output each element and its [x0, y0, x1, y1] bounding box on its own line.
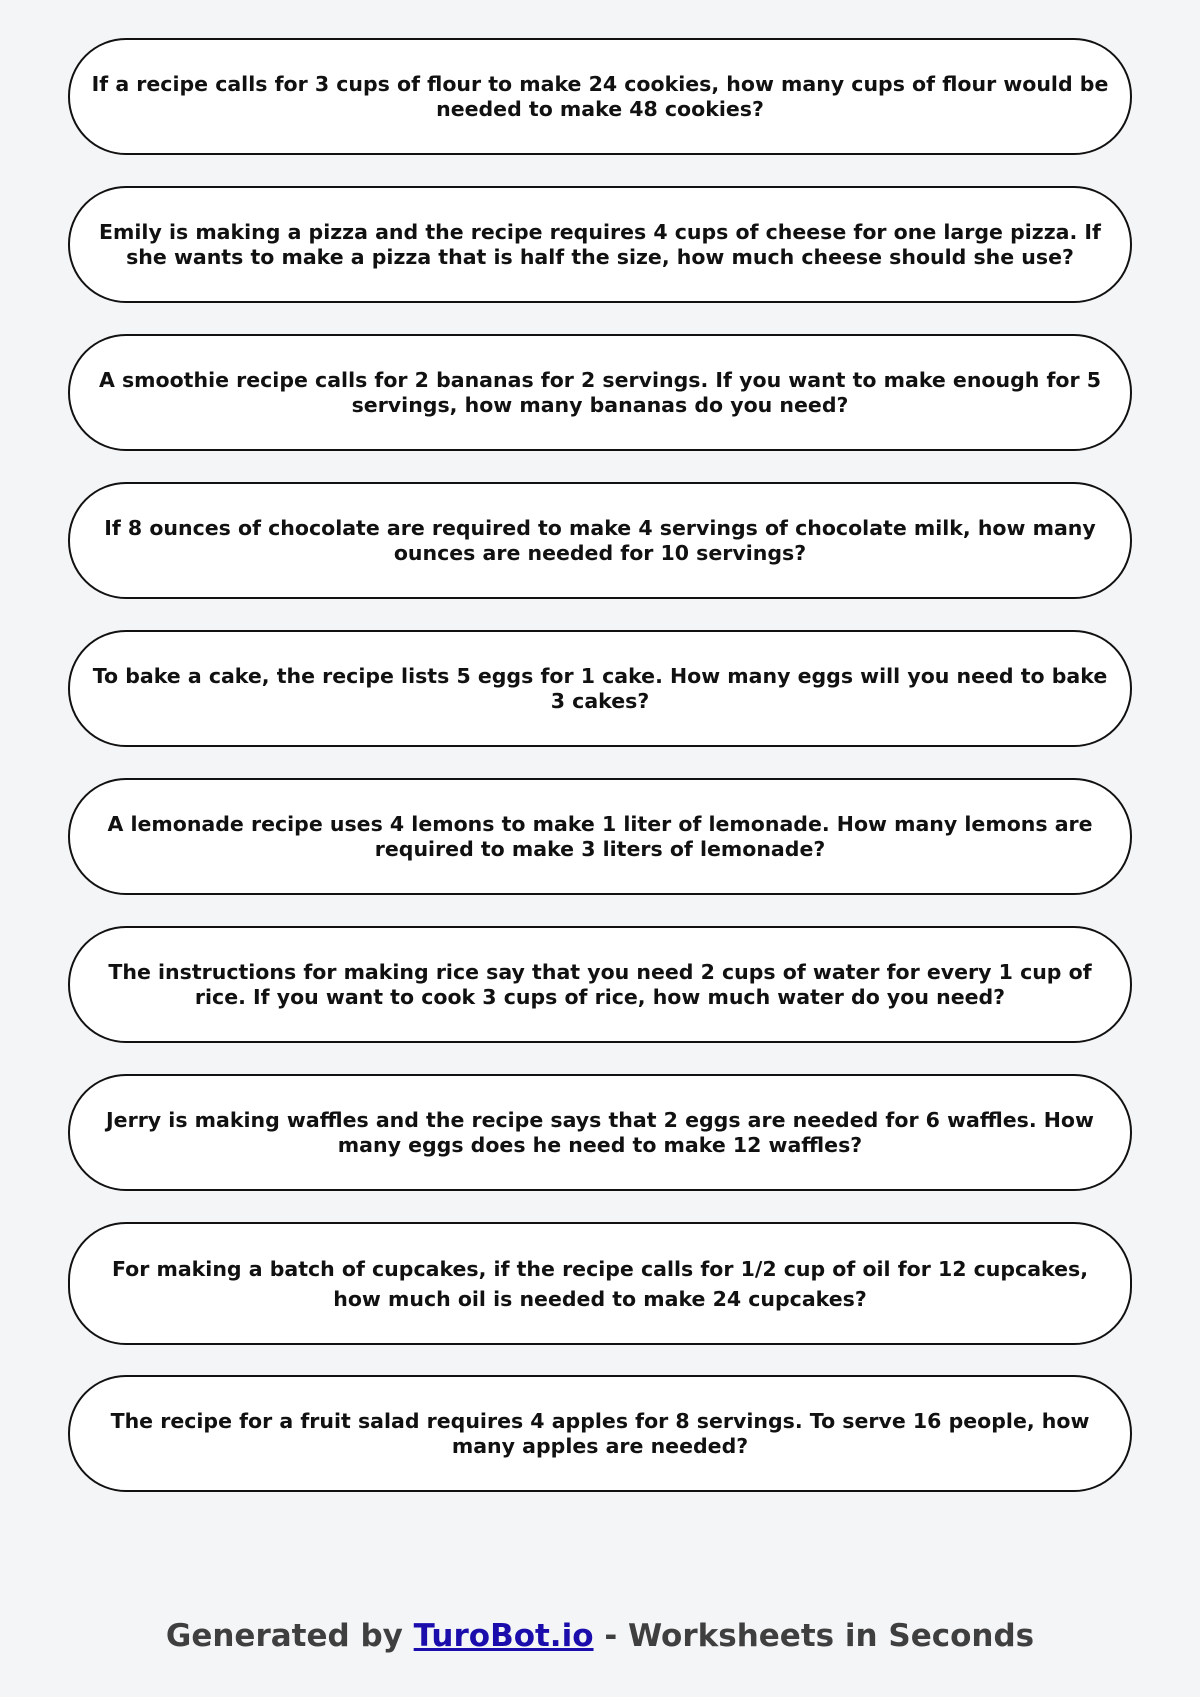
- question-box: [68, 926, 1132, 1043]
- question-box: [68, 1074, 1132, 1191]
- question-text: The instructions for making rice say that you need 2 cups of water for every 1 cup of rice. If you want to cook 3 cups of rice, how much water do you need?: [108, 959, 1092, 1009]
- question-text: To bake a cake, the recipe lists 5 eggs for 1 cake. How many eggs will you need to bake 3 cakes?: [92, 663, 1108, 713]
- question-box: [68, 186, 1132, 303]
- question-text: If a recipe calls for 3 cups of flour to make 24 cookies, how many cups of flour would be needed to make 48 cookies?: [91, 71, 1109, 121]
- question-list: [68, 38, 1132, 1523]
- footer: [0, 1618, 1200, 1654]
- question-text: Emily is making a pizza and the recipe requires 4 cups of cheese for one large pizza. If she wants to make a pizza that is half the size, how much cheese should she use?: [99, 219, 1101, 269]
- question-text: Jerry is making waffles and the recipe says that 2 eggs are needed for 6 waffles. How many eggs does he need to make 12 waffles?: [106, 1107, 1094, 1157]
- question-box: [68, 630, 1132, 747]
- question-box: [68, 334, 1132, 451]
- question-box: [68, 482, 1132, 599]
- question-text: A lemonade recipe uses 4 lemons to make 1 liter of lemonade. How many lemons are required to make 3 liters of lemonade?: [107, 811, 1093, 861]
- footer-suffix: - Worksheets in Seconds: [604, 1618, 1035, 1654]
- question-box: [68, 778, 1132, 895]
- footer-prefix: Generated by: [165, 1618, 403, 1654]
- turobot-link[interactable]: TuroBot.io: [413, 1618, 594, 1654]
- question-text: A smoothie recipe calls for 2 bananas for 2 servings. If you want to make enough for 5 servings, how many bananas do you need?: [98, 367, 1102, 417]
- question-text: For making a batch of cupcakes, if the recipe calls for 1/2 cup of oil for 12 cupcakes, how much oil is needed to make 24 cupcakes?: [111, 1256, 1089, 1311]
- question-text: The recipe for a fruit salad requires 4 apples for 8 servings. To serve 16 people, how many apples are needed?: [110, 1408, 1090, 1458]
- question-box: [68, 1375, 1132, 1492]
- question-box: [68, 1222, 1132, 1345]
- question-box: [68, 38, 1132, 155]
- question-text: If 8 ounces of chocolate are required to make 4 servings of chocolate milk, how many ounces are needed for 10 servings?: [104, 515, 1096, 565]
